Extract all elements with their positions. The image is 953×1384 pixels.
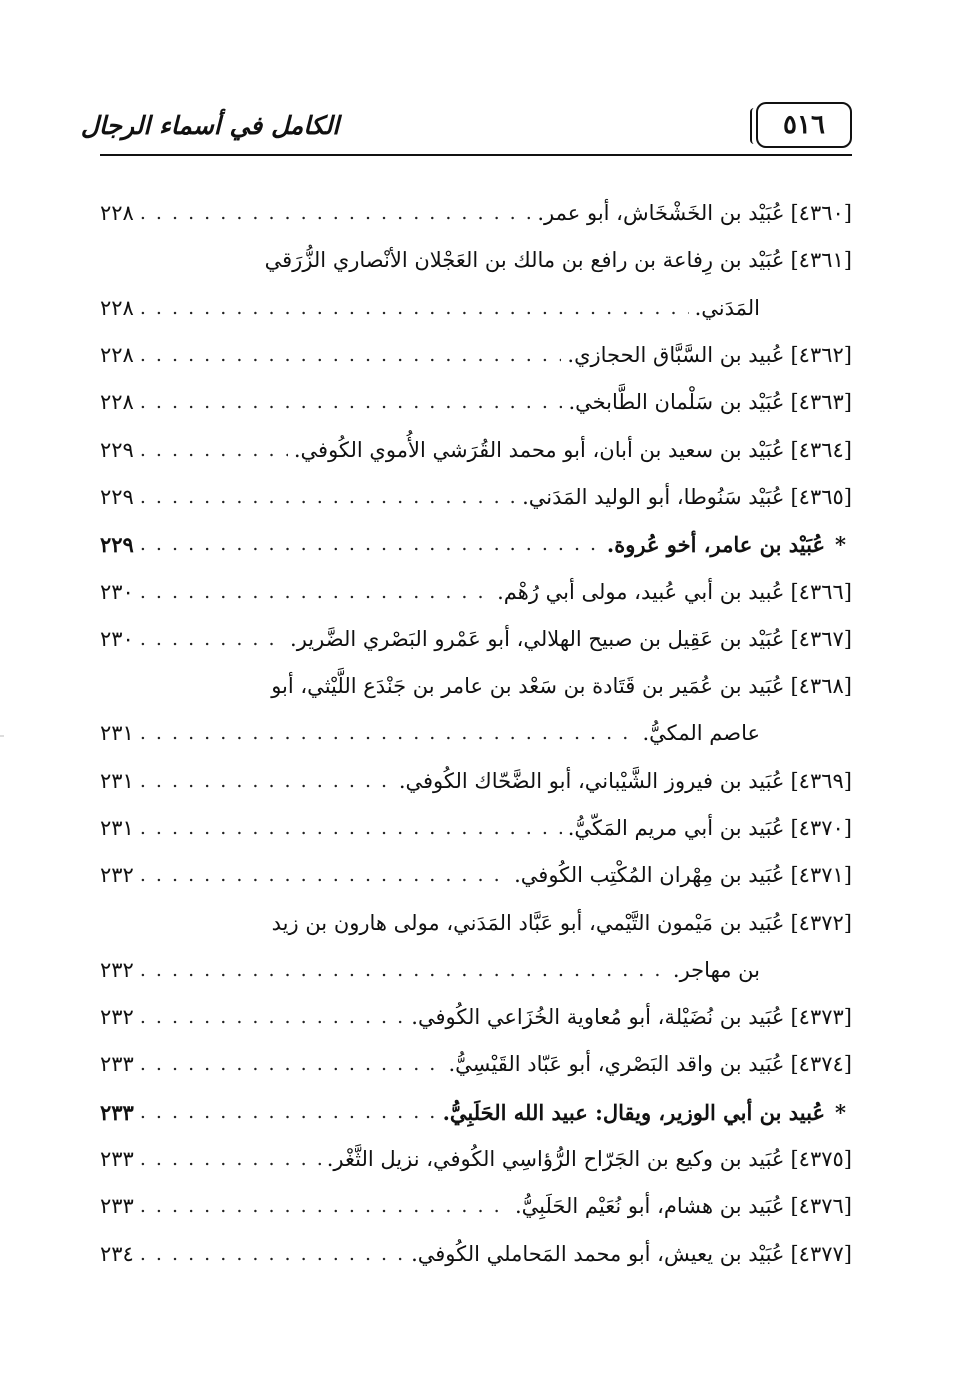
entry-name: عاصم المكيُّ. [642,721,760,746]
entry-name: عُبَيد بن واقد البَصْري، أبو عَبّاد القَيْسِيُّ. [448,1052,785,1077]
dot-leader [140,724,637,743]
index-entry [100,379,852,426]
entry-page: ٢٣٢ [100,957,134,982]
entry-page: ٢٣٢ [100,1005,134,1030]
dot-leader [140,1245,405,1264]
dot-leader [140,772,393,791]
dot-leader [140,1150,321,1169]
entry-name: عُبَيْد بن الخَشْخَاش، أبو عمر. [537,201,785,226]
entry-page: ٢٣١ [100,721,134,746]
index-entry [100,190,852,237]
entry-page: ٢٢٨ [100,201,134,226]
entry-page: ٢٣٣ [100,1194,134,1219]
entry-number: [٤٣٦١] [790,248,852,273]
index-entry [100,426,852,473]
entry-page: ٢٣٠ [100,626,134,651]
entry-page: ٢٢٩ [100,484,134,509]
dot-leader [140,1197,509,1216]
index-entry [100,332,852,379]
index-list [100,190,852,1278]
entry-number: [٤٣٦٨] [790,674,852,699]
entry-page: ٢٣٣ [100,1052,134,1077]
entry-name: عُبَيْد بن عَقِيل بن صبيح الهلالي، أبو عَمْرو البَصْري الضَّرير. [290,626,785,651]
dot-leader [140,299,689,318]
entry-name: عُبَيد بن مَيْمون التَّيْمي، أبو عَبَّاد المَدَني، مولى هارون بن زيد [271,910,785,935]
index-entry [100,852,852,899]
entry-name: عُبَيد بن نُضَيْلة، أبو مُعاوية الخُزَاعي الكُوفي. [411,1005,785,1030]
entry-name: عُبيد بن أبي الوزير، ويقال: عبيد الله الحَلَبِيُّ. [442,1099,826,1125]
entry-page: ٢٣٣ [100,1147,134,1172]
entry-name: عُبَيْد بن يعيش، أبو محمد المَحاملي الكُوفي. [411,1241,785,1266]
index-entry-unnumbered [100,1089,852,1136]
entry-number: [٤٣٦٥] [790,484,852,509]
entry-name: عُبيد بن أبي عُبيد، مولى أبي رُهْم. [497,579,785,604]
dot-leader [140,1055,443,1074]
star-icon: * [835,532,846,558]
entry-name: عُبَيد بن فيروز الشَّيْباني، أبو الضَّحّاك الكُوفي. [398,768,785,793]
index-entry [100,994,852,1041]
entry-number: [٤٣٧٠] [790,816,852,840]
dot-leader [140,1103,437,1122]
entry-page: ٢٢٨ [100,295,134,320]
index-entry [100,237,852,284]
dot-leader [140,488,516,507]
entry-page: ٢٢٩ [100,532,134,558]
dot-leader [140,819,562,838]
dot-leader [140,346,562,365]
index-entry [100,1183,852,1230]
entry-number: [٤٣٦٣] [790,390,852,415]
index-entry-continuation [100,285,852,332]
dot-leader [140,393,563,412]
entry-name: عُبَيْد بن عامر، أخو عُروة. [606,532,826,558]
entry-page: ٢٣١ [100,768,134,793]
entry-name: عُبَيْد بن سَلْمان الطَّابخي. [568,390,785,415]
entry-name: عُبَيد بن عُمَير بن قَتَادة بن سَعْد بن عامر بن جَنْدَع اللَّيْثي، أبو [271,674,785,699]
entry-number: [٤٣٦٦] [790,579,852,604]
index-entry [100,474,852,521]
dot-leader [140,866,508,885]
index-entry [100,758,852,805]
entry-name: بن مهاجر. [672,957,760,982]
dot-leader [140,961,667,980]
page-header [80,96,852,158]
entry-number: [٤٣٧٦] [790,1194,852,1219]
index-entry-continuation [100,710,852,757]
index-entry [100,663,852,710]
entry-name: عُبَيْد سَنُوطا، أبو الوليد المَدَني. [522,484,785,509]
dot-leader [140,204,532,223]
entry-page: ٢٣٣ [100,1099,134,1125]
entry-page: ٢٢٩ [100,437,134,462]
entry-name: عُبيد بن السَّبَّاق الحجازي. [567,343,785,368]
star-icon: * [835,1099,846,1125]
index-entry [100,1231,852,1278]
entry-page: ٢٣٠ [100,579,134,604]
entry-number: [٤٣٧٣] [790,1005,852,1030]
dot-leader [140,535,601,554]
entry-name: عُبَيد بن وكيع بن الجَرّاح الرُّؤاسِي الكُوفي، نزيل الثَّغْر. [326,1147,785,1172]
index-entry [100,1136,852,1183]
index-entry [100,805,852,852]
entry-number: [٤٣٦٢] [790,343,852,368]
entry-page: ٢٣٤ [100,1241,134,1266]
entry-number: [٤٣٦٠] [790,201,852,226]
index-entry [100,616,852,663]
entry-number: [٤٣٧١] [790,863,852,888]
entry-page: ٢٣٢ [100,863,134,888]
index-entry [100,568,852,615]
dot-leader [140,630,284,649]
entry-name: عُبَيد بن هشام، أبو نُعَيْم الحَلَبِيُّ. [514,1194,785,1219]
dot-leader [140,1008,405,1027]
entry-number: [٤٣٧٧] [790,1241,852,1266]
entry-name: عُبَيد بن مِهْران المُكْتِب الكُوفي. [514,863,785,888]
entry-number: [٤٣٦٤] [790,437,852,462]
entry-page: ٢٢٨ [100,390,134,415]
dot-leader [140,441,288,460]
entry-name: عُبَيْد بن رِفاعة بن رافع بن مالك بن العَجْلان الأنْصاري الزُّرَقي [264,248,785,273]
entry-number: [٤٣٧٢] [790,910,852,935]
entry-number: [٤٣٦٩] [790,768,852,793]
entry-number: [٤٣٦٧] [790,626,852,651]
index-entry-unnumbered [100,521,852,568]
index-entry-continuation [100,947,852,994]
entry-name: المَدَني. [694,295,760,320]
entry-page: ٢٢٨ [100,343,134,368]
entry-name: عُبَيد بن أبي مريم المَكّيُّ. [567,816,785,840]
header-divider [100,154,852,156]
margin-mark [0,735,4,737]
page-number: ٥١٦ [756,102,852,148]
entry-number: [٤٣٧٥] [790,1147,852,1172]
entry-page: ٢٣١ [100,816,134,840]
index-entry [100,1041,852,1088]
dot-leader [140,583,491,602]
entry-name: عُبَيْد بن سعيد بن أبان، أبو محمد القُرَشي الأُموي الكُوفي. [293,437,785,462]
entry-number: [٤٣٧٤] [790,1052,852,1077]
book-title: الكامل في أسماء الرجال [80,110,340,140]
index-entry [100,899,852,946]
